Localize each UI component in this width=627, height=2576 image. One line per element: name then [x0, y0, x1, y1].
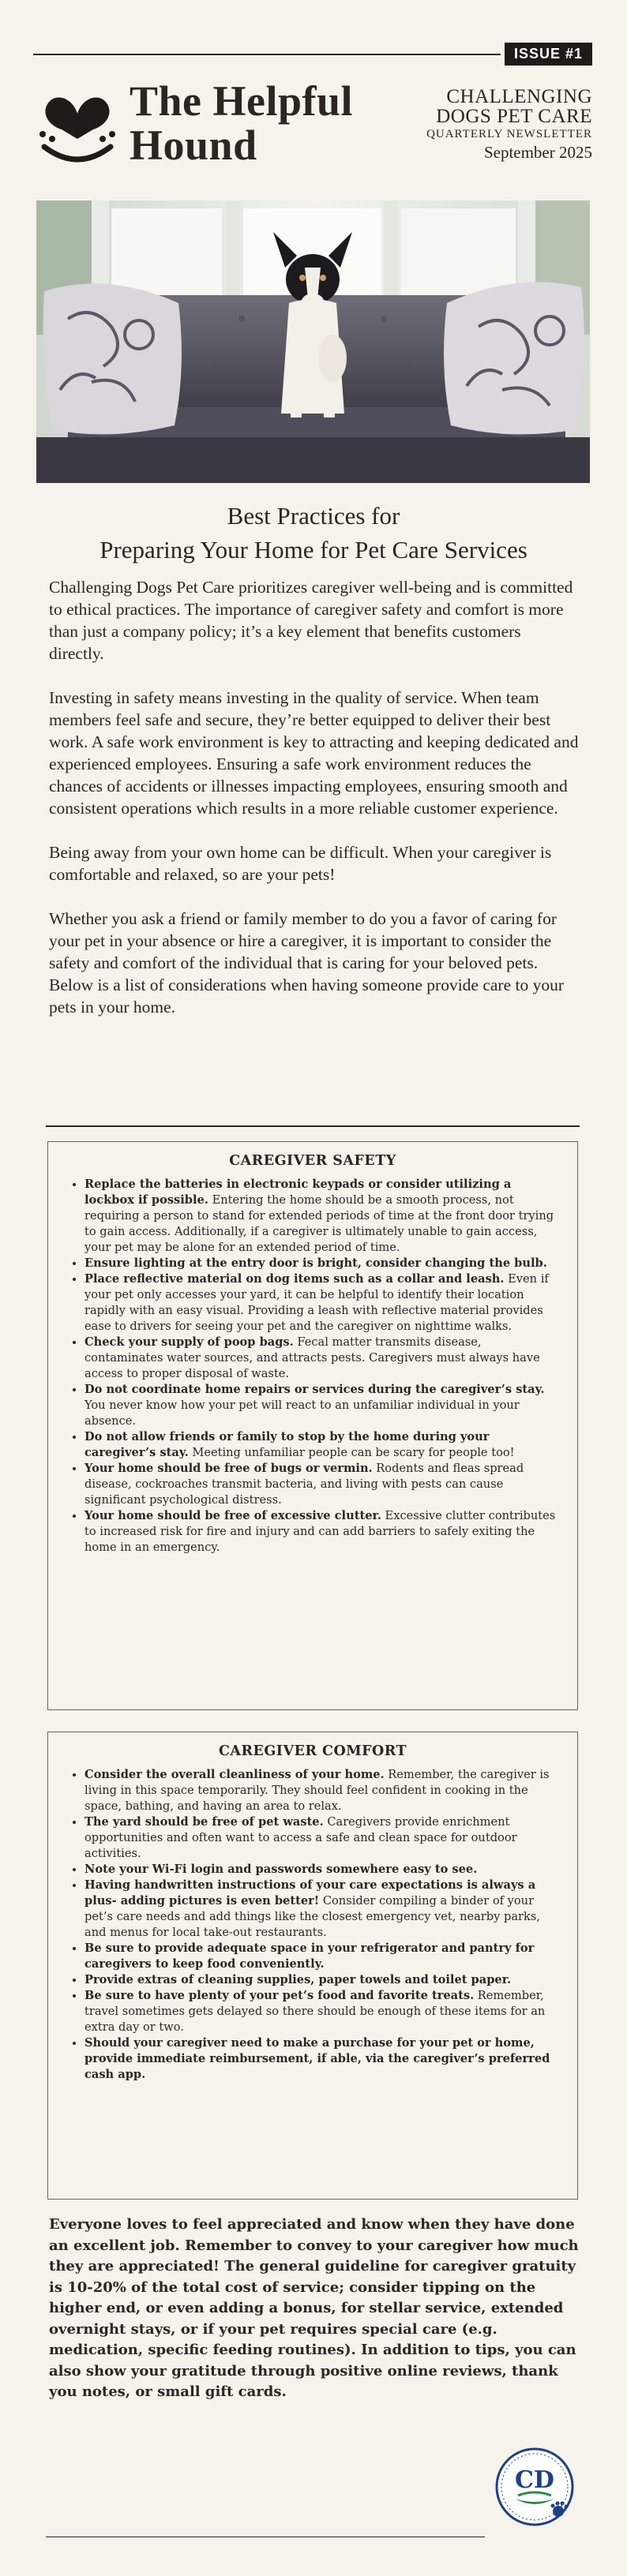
item-bold: Your home should be free of excessive clutter.: [84, 1509, 381, 1522]
item-bold: Having handwritten instructions of your care expectations is always a plus- adding pictures is even better!: [84, 1878, 536, 1908]
caregiver-safety-box: [47, 1141, 578, 1710]
brand-line-1: The Helpful: [130, 77, 354, 125]
section-divider: [46, 1125, 580, 1127]
top-rule: [33, 54, 501, 55]
item-bold: Be sure to provide adequate space in your refrigerator and pantry for caregivers to keep food conveniently.: [84, 1941, 535, 1971]
item-bold: Ensure lighting at the entry door is bright, consider changing the bulb.: [84, 1256, 547, 1270]
item-text: Excessive clutter contributes to increased risk for fire and injury and can add barriers to safely exiting the home in an emergency.: [84, 1509, 556, 1554]
list-item: [84, 1256, 558, 1271]
issue-badge: ISSUE #1: [505, 43, 592, 66]
item-text: Consider compiling a binder of your pet’s care needs and add things like the closest emergency vet, nearby parks, and menus for local take-out restaurants.: [84, 1894, 540, 1939]
item-bold: Do not coordinate home repairs or services during the caregiver’s stay.: [84, 1383, 545, 1396]
list-item: [84, 1429, 558, 1461]
paragraph: Whether you ask a friend or family member to do you a favor of caring for your pet in your absence or hire a caregiver, it is important to consider the safety and comfort of the individual that is caring for your beloved pets. Below is a list of considerations when having someone provide care to your pets in your home.: [49, 909, 565, 1017]
brand-line-2: Hound: [130, 122, 257, 169]
item-bold: The yard should be free of pet waste.: [84, 1815, 324, 1829]
item-bold: Place reflective material on dog items such as a collar and leash.: [84, 1272, 505, 1286]
item-text: You never know how your pet will react to an unfamiliar individual in your absence.: [84, 1398, 520, 1428]
masthead: [426, 87, 592, 163]
list-item: [84, 1862, 558, 1878]
item-text: Remember, travel sometimes gets delayed so there should be enough of these items for an extra day or two.: [84, 1989, 546, 2034]
safety-title: CAREGIVER SAFETY: [229, 1153, 396, 1169]
item-text: Caregivers provide enrichment opportunities and often want to access a safe and clean space for outdoor activities.: [84, 1815, 517, 1860]
item-text: Entering the home should be a smooth process, not requiring a person to stand for extended periods of time at the front door trying to gain access. Additionally, if a caregiver is ultimately unable to gain access, your pet may be alone for an extended period of time.: [84, 1193, 554, 1254]
item-bold: Do not allow friends or family to stop by the home during your caregiver’s stay.: [84, 1430, 490, 1459]
paragraph: Challenging Dogs Pet Care prioritizes caregiver well-being and is committed to ethical practices. The importance of caregiver safety and comfort is more than just a company policy; it’s a key element that benefits customers directly.: [49, 578, 573, 663]
list-item: [84, 1382, 558, 1429]
item-bold: Should your caregiver need to make a purchase for your pet or home, provide immediate reimbursement, if able, via the caregiver’s preferred cash app.: [84, 2036, 550, 2081]
list-item: [84, 2035, 558, 2083]
headline-line-1: Best Practices for: [227, 502, 400, 530]
item-bold: Replace the batteries in electronic keypads or consider utilizing a lockbox if possible.: [84, 1178, 512, 1207]
masthead-line-1: CHALLENGING: [446, 86, 592, 107]
comfort-list: [67, 1767, 558, 2083]
item-bold: Check your supply of poop bags.: [84, 1335, 294, 1349]
list-item: [84, 1767, 558, 1814]
list-item: [84, 1941, 558, 1972]
issue-date: September 2025: [483, 143, 592, 162]
list-item: [84, 1335, 558, 1382]
paragraph: Being away from your own home can be difficult. When your caregiver is comfortable and relaxed, so are your pets!: [49, 843, 552, 884]
closing-paragraph: Everyone loves to feel appreciated and know when they have done an excellent job. Remember to convey to your caregiver how much they are appreciated! The general guideline for caregiver gratuity is 10-20% of the total cost of service; consider tipping on the higher end, or even adding a bonus, for stellar service, extended overnight stays, or if your pet requires special care (e.g. medication, specific feeding routines). In addition to tips, you can also show your gratitude through positive online reviews, thank you notes, or small gift cards.: [49, 2216, 579, 2400]
item-bold: Provide extras of cleaning supplies, paper towels and toilet paper.: [84, 1973, 512, 1986]
item-text: Remember, the caregiver is living in this space temporarily. They should feel confident in cooking in the space, bathing, and having an area to relax.: [84, 1768, 550, 1813]
list-item: [84, 1461, 558, 1508]
item-bold: Consider the overall cleanliness of your home.: [84, 1768, 385, 1781]
masthead-line-2: DOGS PET CARE: [436, 106, 592, 127]
item-bold: Note your Wi-Fi login and passwords somewhere easy to see.: [84, 1863, 478, 1876]
item-bold: Be sure to have plenty of your pet’s food and favorite treats.: [84, 1989, 475, 2002]
caregiver-comfort-box: [47, 1732, 578, 2200]
list-item: [84, 1988, 558, 2035]
headline-line-2: Preparing Your Home for Pet Care Services: [99, 536, 528, 564]
list-item: [84, 1972, 558, 1988]
paragraph: Investing in safety means investing in the quality of service. When team members feel safe and secure, they’re better equipped to deliver their best work. A safe work environment is key to attracting and keeping dedicated and experienced employees. Ensuring a safe work environment reduces the chances of accidents or illnesses impacting employees, ensuring smooth and consistent operations which results in a more reliable customer experience.: [49, 688, 579, 818]
masthead-subtitle: QUARTERLY NEWSLETTER: [426, 128, 592, 140]
item-text: Meeting unfamiliar people can be scary for people too!: [188, 1446, 515, 1459]
list-item: [84, 1814, 558, 1862]
brand-title: [130, 79, 353, 167]
list-item: [84, 1878, 558, 1941]
item-text: Rodents and fleas spread disease, cockroaches transmit bacteria, and living with pests can cause significant psychological distress.: [84, 1462, 524, 1507]
safety-list: [67, 1177, 558, 1556]
item-text: Even if your pet only accesses your yard, it can be helpful to identify their location rapidly with an easy visual. Providing a leash with reflective material provides ease to drivers for seeing your pet and the caregiver on nighttime walks.: [84, 1272, 549, 1333]
item-bold: Your home should be free of bugs or vermin.: [84, 1462, 373, 1475]
hero-photo-dog-on-sofa: [36, 200, 590, 483]
list-item: [84, 1271, 558, 1335]
list-item: [84, 1508, 558, 1556]
dog-face-logo-icon: [33, 84, 122, 170]
article-body: [49, 576, 580, 1040]
list-item: [84, 1177, 558, 1256]
article-headline: [0, 499, 627, 567]
item-text: Fecal matter transmits disease, contaminates water sources, and attracts pests. Caregivers must always have access to proper disposal of waste.: [84, 1335, 540, 1380]
seal-initials: CD: [515, 2466, 554, 2494]
company-seal-icon: [491, 2443, 578, 2534]
comfort-title: CAREGIVER COMFORT: [218, 1743, 407, 1759]
